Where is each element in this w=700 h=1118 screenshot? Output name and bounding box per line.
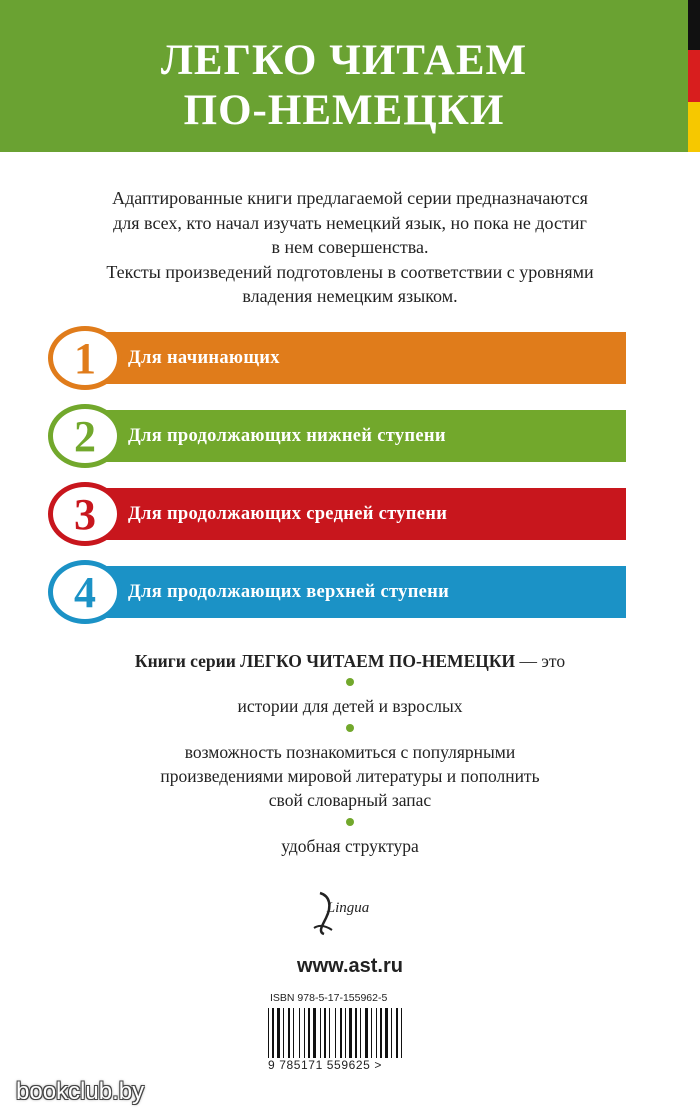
level-3-label: Для продолжающих средней ступени: [84, 488, 626, 540]
feature-list: [0, 672, 700, 858]
level-4-badge: [48, 560, 628, 624]
level-4-number: 4: [48, 560, 122, 624]
feature-item: истории для детей и взрослых: [237, 696, 463, 716]
level-2-badge: [48, 404, 628, 468]
publisher-website: www.ast.ru: [297, 955, 403, 977]
intro-text: Адаптированные книги предлагаемой серии предназначаются для всех, кто начал изучать немецкий язык, но пока не достиг в нем совершенства. Тексты произведений подготовлены в соответствии с уровнями владения немецким языком.: [106, 188, 594, 306]
header-banner: [0, 0, 700, 152]
series-heading: Книги серии ЛЕГКО ЧИТАЕМ ПО-НЕМЕЦКИ — это: [134, 651, 566, 671]
series-title: ЛЕГКО ЧИТАЕМ ПО-НЕМЕЦКИ: [160, 37, 528, 134]
level-3-badge: [48, 482, 628, 546]
feature-item: возможность познакомиться с популярными произведениями мировой литературы и пополнить свой словарный запас: [160, 742, 540, 810]
feature-item: удобная структура: [281, 836, 419, 856]
level-1-label: Для начинающих: [84, 332, 626, 384]
bullet-dot-icon: [346, 678, 354, 686]
level-2-label: Для продолжающих нижней ступени: [84, 410, 626, 462]
level-3-number: 3: [48, 482, 122, 546]
level-4-label: Для продолжающих верхней ступени: [84, 566, 626, 618]
level-1-badge: [48, 326, 628, 390]
bullet-dot-icon: [346, 818, 354, 826]
barcode-digits: 9 785171 559625 >: [266, 1058, 436, 1072]
level-2-number: 2: [48, 404, 122, 468]
isbn-label: ISBN 978-5-17-155962-5: [270, 992, 388, 1004]
level-1-number: 1: [48, 326, 122, 390]
lingua-logo-text: Lingua: [326, 900, 370, 916]
bullet-dot-icon: [346, 724, 354, 732]
watermark: bookclub.by: [16, 1078, 145, 1105]
german-flag-icon: [688, 0, 700, 152]
